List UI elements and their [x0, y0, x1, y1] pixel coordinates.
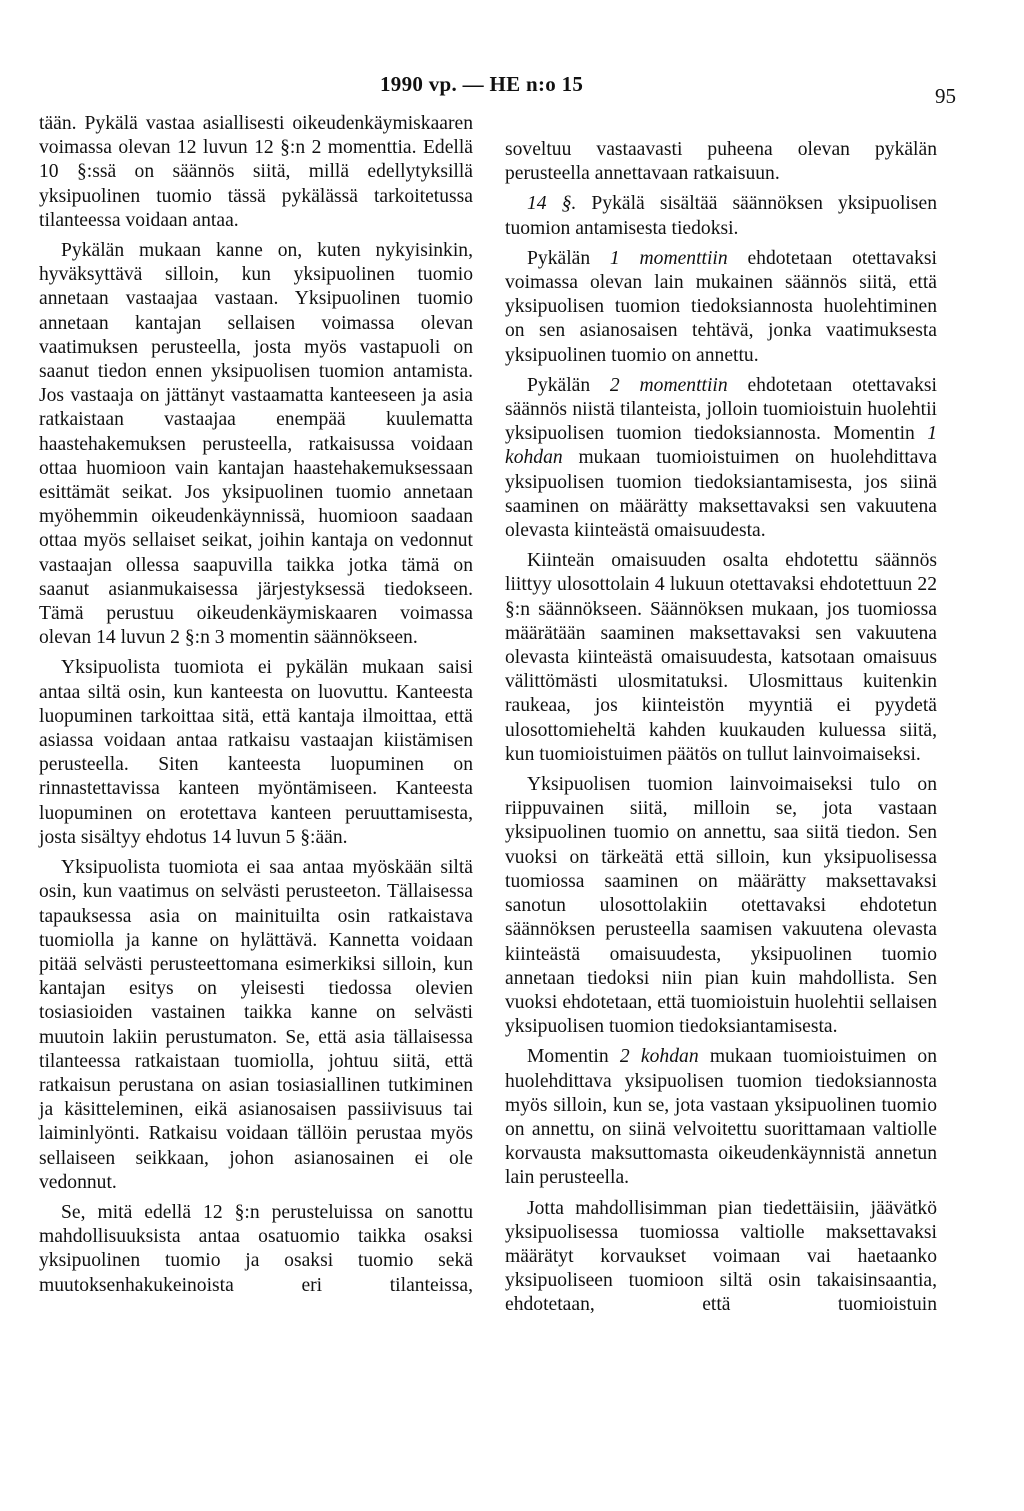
paragraph [505, 1045, 937, 1190]
section-reference: 14 §. [527, 193, 577, 215]
paragraph [505, 374, 937, 543]
page-header [0, 72, 1024, 108]
paragraph: Se, mitä edellä 12 §:n perusteluissa on sanottu mahdollisuuksista antaa osatuomio taikka osaksi yksipuolinen tuomio ja osaksi tuomio sekä muutoksenhakukeinoista eri tilanteissa, [39, 1201, 473, 1296]
emphasis: 2 momenttiin [609, 374, 728, 396]
left-column [39, 112, 473, 1304]
emphasis: 1 momenttiin [609, 247, 728, 269]
emphasis: 2 kohdan [619, 1046, 699, 1068]
paragraph: Jotta mahdollisimman pian tiedettäisiin, jäävätkö yksipuolisessa tuomiossa valtiolle maksettavaksi määrätyt korvaukset voimaan vai haetaanko yksipuoliseen tuomioon siltä osin takaisinsaantia, ehdotetaan, että tuomioistuin [505, 1197, 937, 1316]
paragraph-text: Pykälä sisältää säännöksen yksipuolisen tuomion antamisesta tiedoksi. [505, 193, 937, 239]
running-head: 1990 vp. — HE n:o 15 [380, 72, 584, 96]
paragraph: tään. Pykälä vastaa asiallisesti oikeudenkäymiskaaren voimassa olevan 12 luvun 12 §:n 2 momenttia. Edellä 10 §:ssä on säännös siitä, millä edellytyksillä yksipuolinen tuomio tässä pykälässä tarkoitetussa tilanteessa voidaan antaa. [39, 113, 473, 231]
right-column [505, 138, 937, 1324]
paragraph-text: Momentin [527, 1046, 620, 1068]
paragraph-text: mukaan tuomioistuimen on huolehdittava yksipuolisen tuomion tiedoksiantamisesta, jos siinä saaminen on määrätty maksettavaksi sen vakuutena olevasta kiinteästä omaisuudesta. [505, 447, 937, 542]
paragraph: Kiinteän omaisuuden osalta ehdotettu säännös liittyy ulosottolain 4 lukuun otettavaksi ehdotettuun 22 §:n säännökseen. Säännöksen mukaan, jos tuomiossa määrätään saaminen maksettavaksi sen vakuutena olevasta kiinteästä omaisuudesta, katsotaan omaisuus välittömästi ulosmitatuksi. Ulosmittaus kuitenkin raukeaa, jos kiinteistön myyntiä ei pyydetä ulosottomieheltä kahden kuukauden kuluessa siitä, kun tuomioistuimen päätös on tullut lainvoimaiseksi. [505, 550, 937, 765]
page-number: 95 [935, 84, 956, 108]
paragraph: soveltuu vastaavasti puheena olevan pykälän perusteella annettavaan ratkaisuun. [505, 139, 937, 185]
paragraph: Yksipuolista tuomiota ei pykälän mukaan saisi antaa siltä osin, kun kanteesta on luovuttu. Kanteesta luopuminen tarkoittaa sitä, että kantaja ilmoittaa, että asiassa voidaan antaa ratkaisu vastaajan kiistämisen perusteella. Siten kanteesta luopuminen on rinnastettavissa kanteen myöntämiseen. Kanteesta luopuminen on erotettava kanteen peruuttamisesta, josta sisältyy ehdotus 14 luvun 5 §:ään. [39, 657, 473, 848]
emphasis: 1 kohdan [505, 423, 937, 469]
paragraph-text: mukaan tuomioistuimen on huolehdittava yksipuolisen tuomion tiedoksiannosta myös silloin, kun se, jota vastaan yksipuolinen tuomio on annettu, on siinä velvoitettu suorittamaan valtiolle korvausta maksuttomasta oikeudenkäynnistä annetun lain perusteella. [505, 1046, 937, 1189]
paragraph: Yksipuolisen tuomion lainvoimaiseksi tulo on riippuvainen siitä, milloin se, jota vastaan yksipuolinen tuomio on annettu, saa siitä tiedon. Sen vuoksi on tärkeätä että silloin, kun yksipuolisessa tuomiossa saaminen on määrätty maksettavaksi sanotun ulosottolakiin otettavaksi ehdotetun säännöksen perusteella saamisen vakuutena olevasta kiinteästä omaisuudesta, yksipuolinen tuomio annetaan tiedoksi niin pian kuin mahdollista. Sen vuoksi ehdotetaan, että tuomioistuin huolehtii sellaisen yksipuolisen tuomion tiedoksiantamisesta. [505, 774, 937, 1038]
paragraph: Yksipuolista tuomiota ei saa antaa myöskään siltä osin, kun vaatimus on selvästi perusteeton. Tällaisessa tapauksessa asia on mainituilta osin ratkaistava tuomiolla ja kanne on hylättävä. Kannetta voidaan pitää selvästi perusteettomana esimerkiksi silloin, kun kantajan esitys on yleisesti tiedossa olevien tosiasioiden vastainen taikka kanne on selvästi muutoin lakiin perustumaton. Se, että asia tällaisessa tilanteessa ratkaistaan tuomiolla, johtuu siitä, että ratkaisun perustana on asian tosiasiallinen tutkiminen ja käsitteleminen, eikä asianosaisen passiivisuus tai laiminlyönti. Ratkaisu voidaan tällöin perustaa myös sellaiseen seikkaan, johon asianosainen ei ole vedonnut. [39, 857, 473, 1193]
paragraph-text: ehdotetaan otettavaksi säännös niistä tilanteista, jolloin tuomioistuin huolehtii yksipuolisen tuomion tiedoksiannosta. Momentin [505, 374, 937, 445]
paragraph-text: Pykälän [527, 247, 610, 269]
paragraph: Pykälän mukaan kanne on, kuten nykyisinkin, hyväksyttävä silloin, kun yksipuolinen tuomio annetaan vastaajaa vastaan. Yksipuolinen tuomio annetaan kantajan sellaisen voimassa olevan vaatimuksen perusteella, josta myös vastapuoli on saanut tiedon ennen yksipuolisen tuomion antamista. Jos vastaaja on jättänyt vastaamatta kanteeseen ja asia ratkaistaan vastaajaa enempää kuulematta haastehakemuksen perusteella, ratkaisussa voidaan ottaa huomioon vain kantajan haastehakemuksessaan esittämät seikat. Jos yksipuolinen tuomio annetaan myöhemmin oikeudenkäynnissä, huomioon saadaan ottaa myös sellaiset seikat, joihin kantaja on vedonnut vastaajan ollessa saapuvilla taikka jotka tämä on saanut asianmukaisessa järjestyksessä tiedokseen. Tämä perustuu oikeudenkäymiskaaren voimassa olevan 14 luvun 2 §:n 3 momentin säännökseen. [39, 240, 473, 649]
paragraph-text: Pykälän [527, 374, 610, 396]
paragraph-text: ehdotetaan otettavaksi voimassa olevan lain mukainen säännös siitä, että yksipuolisen tuomion tiedoksiannosta huolehtiminen on sen asianosaisen tehtävä, jonka vaatimuksesta yksipuolinen tuomio on annettu. [505, 247, 937, 366]
paragraph [505, 192, 937, 240]
paragraph [505, 247, 937, 368]
